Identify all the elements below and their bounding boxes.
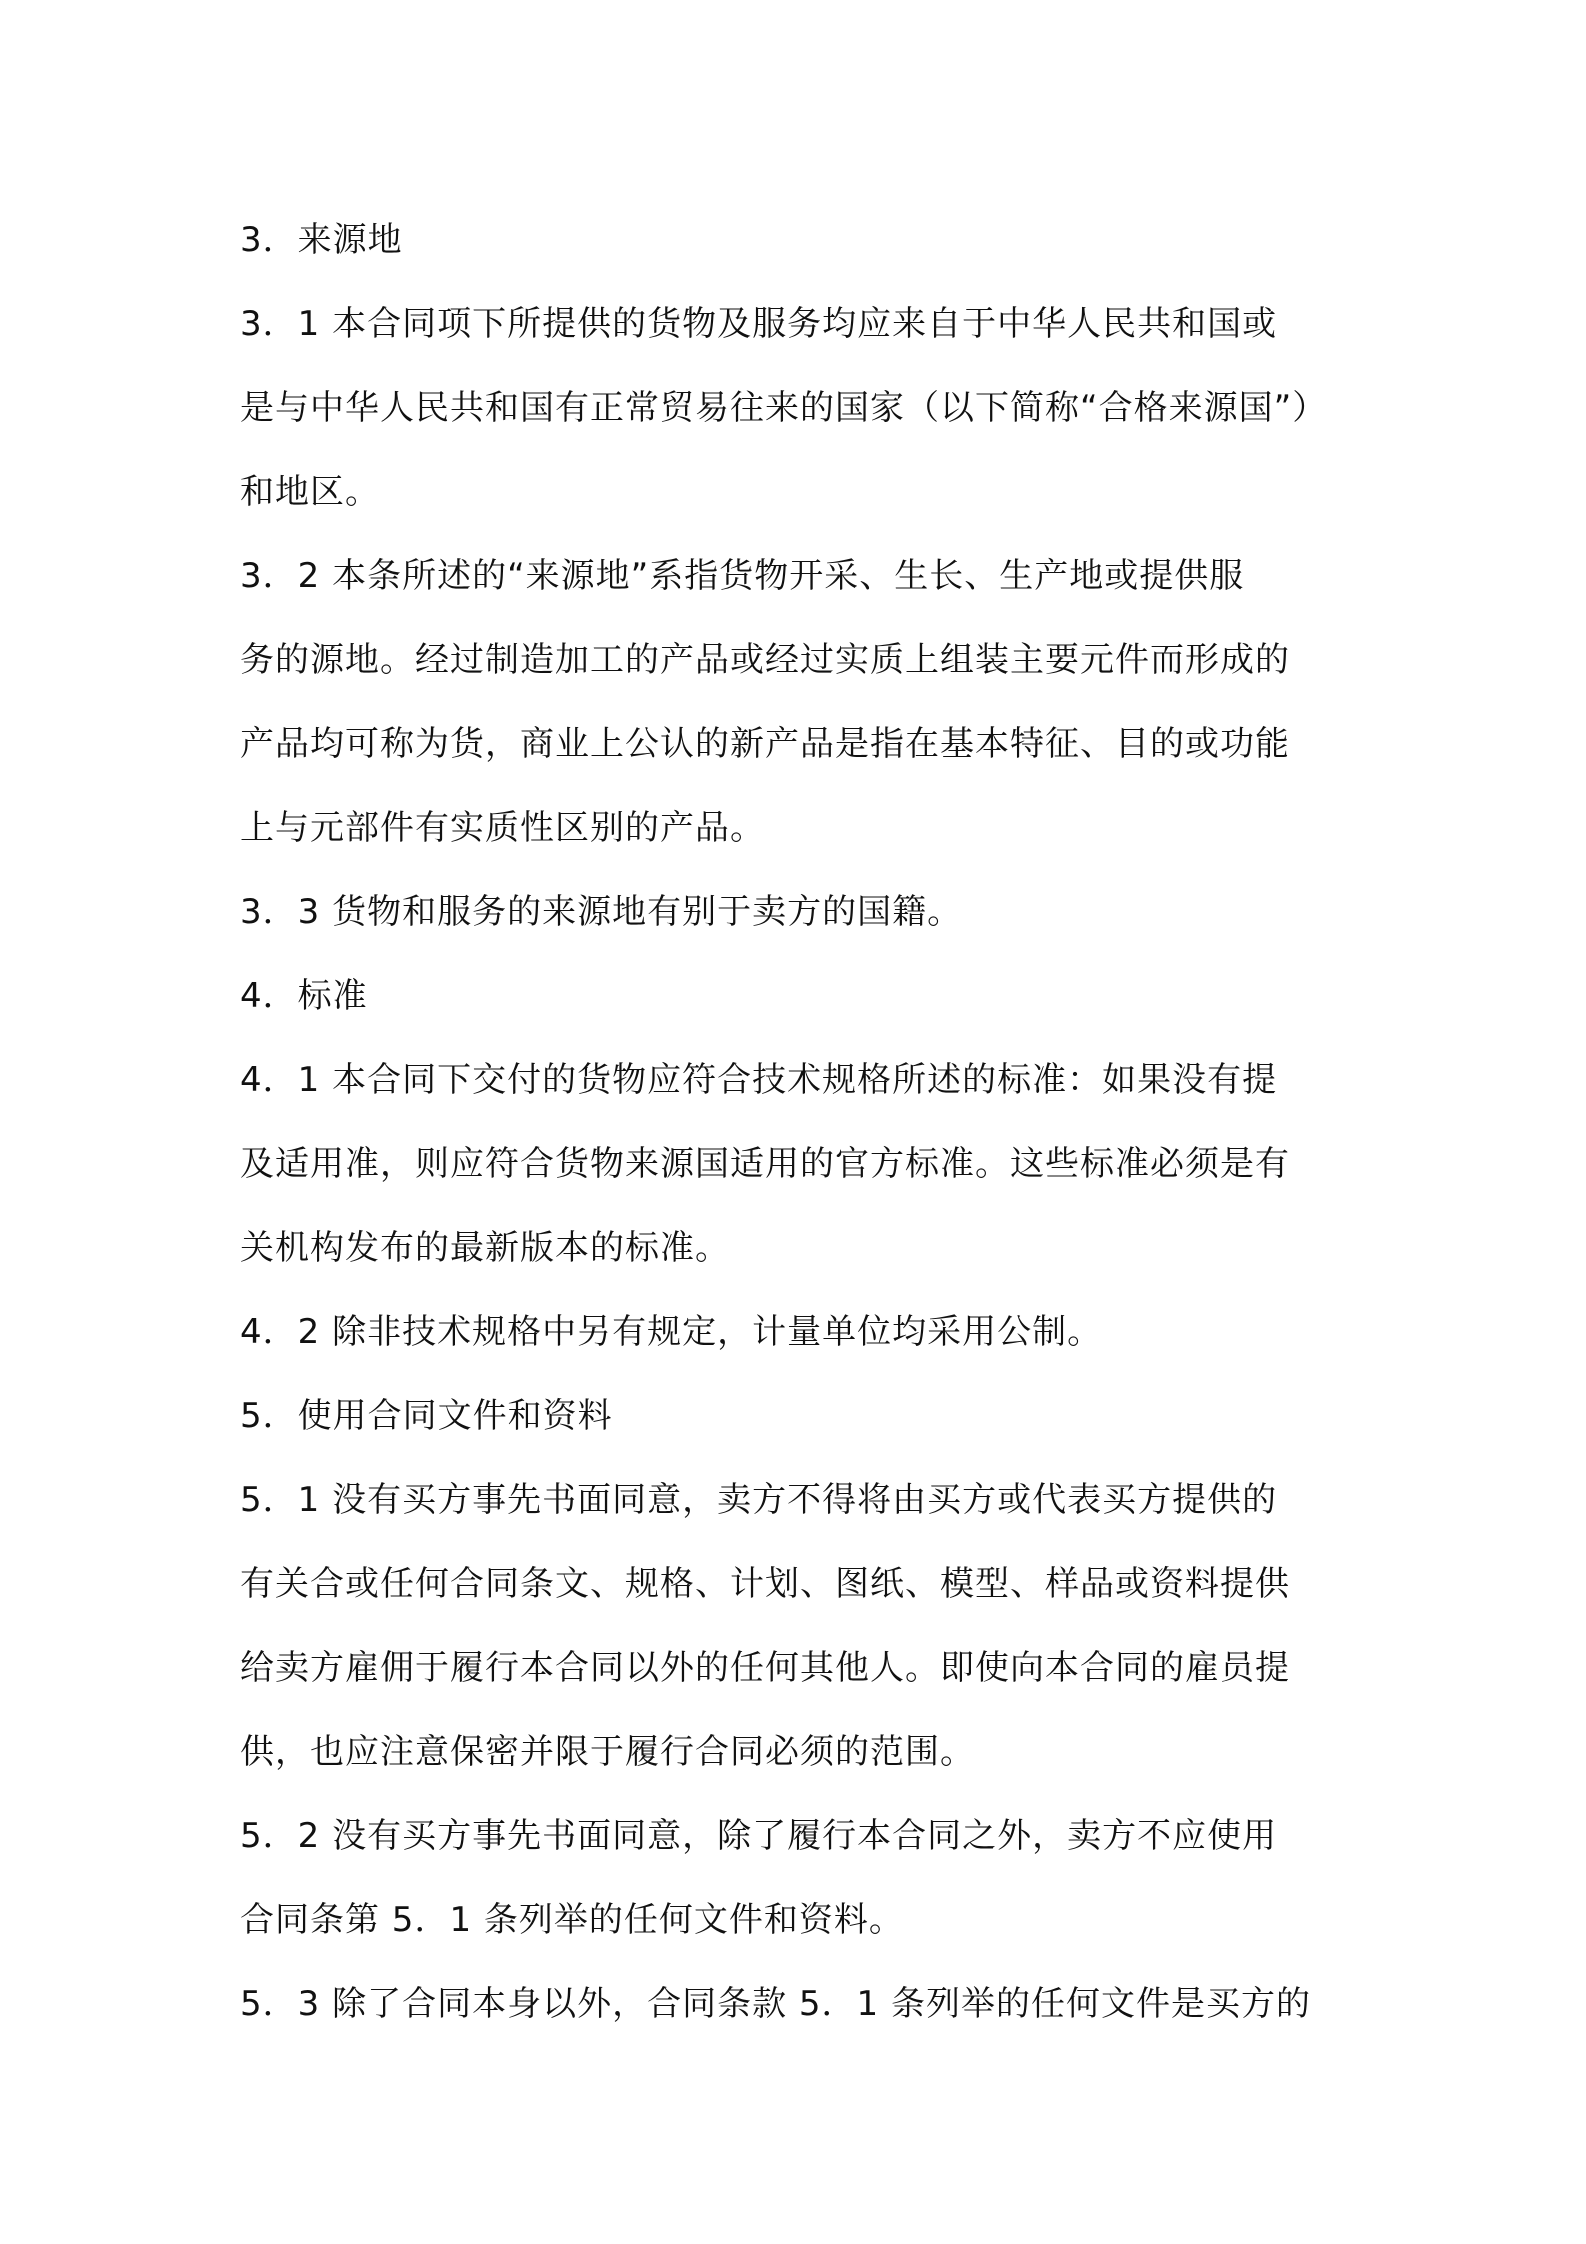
text-line: 产品均可称为货，商业上公认的新产品是指在基本特征、目的或功能: [240, 724, 1290, 764]
text-line: 3．3 货物和服务的来源地有别于卖方的国籍。: [240, 892, 963, 932]
text-line: 务的源地。经过制造加工的产品或经过实质上组装主要元件而形成的: [240, 640, 1290, 680]
text-line: 给卖方雇佣于履行本合同以外的任何其他人。即使向本合同的雇员提: [240, 1648, 1290, 1688]
section-heading-4: 4．标准: [240, 976, 368, 1016]
section-heading-3: 3．来源地: [240, 220, 403, 260]
text-line: 及适用准，则应符合货物来源国适用的官方标准。这些标准必须是有: [240, 1144, 1290, 1184]
text-line: 3．2 本条所述的“来源地”系指货物开采、生长、生产地或提供服: [240, 556, 1245, 596]
text-line: 供，也应注意保密并限于履行合同必须的范围。: [240, 1732, 975, 1772]
text-line: 3．1 本合同项下所提供的货物及服务均应来自于中华人民共和国或: [240, 304, 1278, 344]
text-line: 4．1 本合同下交付的货物应符合技术规格所述的标准：如果没有提: [240, 1060, 1278, 1100]
text-line: 5．2 没有买方事先书面同意，除了履行本合同之外，卖方不应使用: [240, 1816, 1278, 1856]
text-line: 有关合或任何合同条文、规格、计划、图纸、模型、样品或资料提供: [240, 1564, 1290, 1604]
document-page: [240, 198, 1360, 2046]
text-line: 5．1 没有买方事先书面同意，卖方不得将由买方或代表买方提供的: [240, 1480, 1278, 1520]
text-line: 合同条第 5．1 条列举的任何文件和资料。: [240, 1900, 904, 1940]
text-line: 4．2 除非技术规格中另有规定，计量单位均采用公制。: [240, 1312, 1103, 1352]
text-line: 5．3 除了合同本身以外，合同条款 5．1 条列举的任何文件是买方的: [240, 1984, 1311, 2024]
section-heading-5: 5．使用合同文件和资料: [240, 1396, 613, 1436]
text-line: 和地区。: [240, 472, 380, 512]
text-line: 上与元部件有实质性区别的产品。: [240, 808, 765, 848]
text-line: 是与中华人民共和国有正常贸易往来的国家（以下简称“合格来源国”）: [240, 388, 1328, 428]
text-line: 关机构发布的最新版本的标准。: [240, 1228, 730, 1268]
